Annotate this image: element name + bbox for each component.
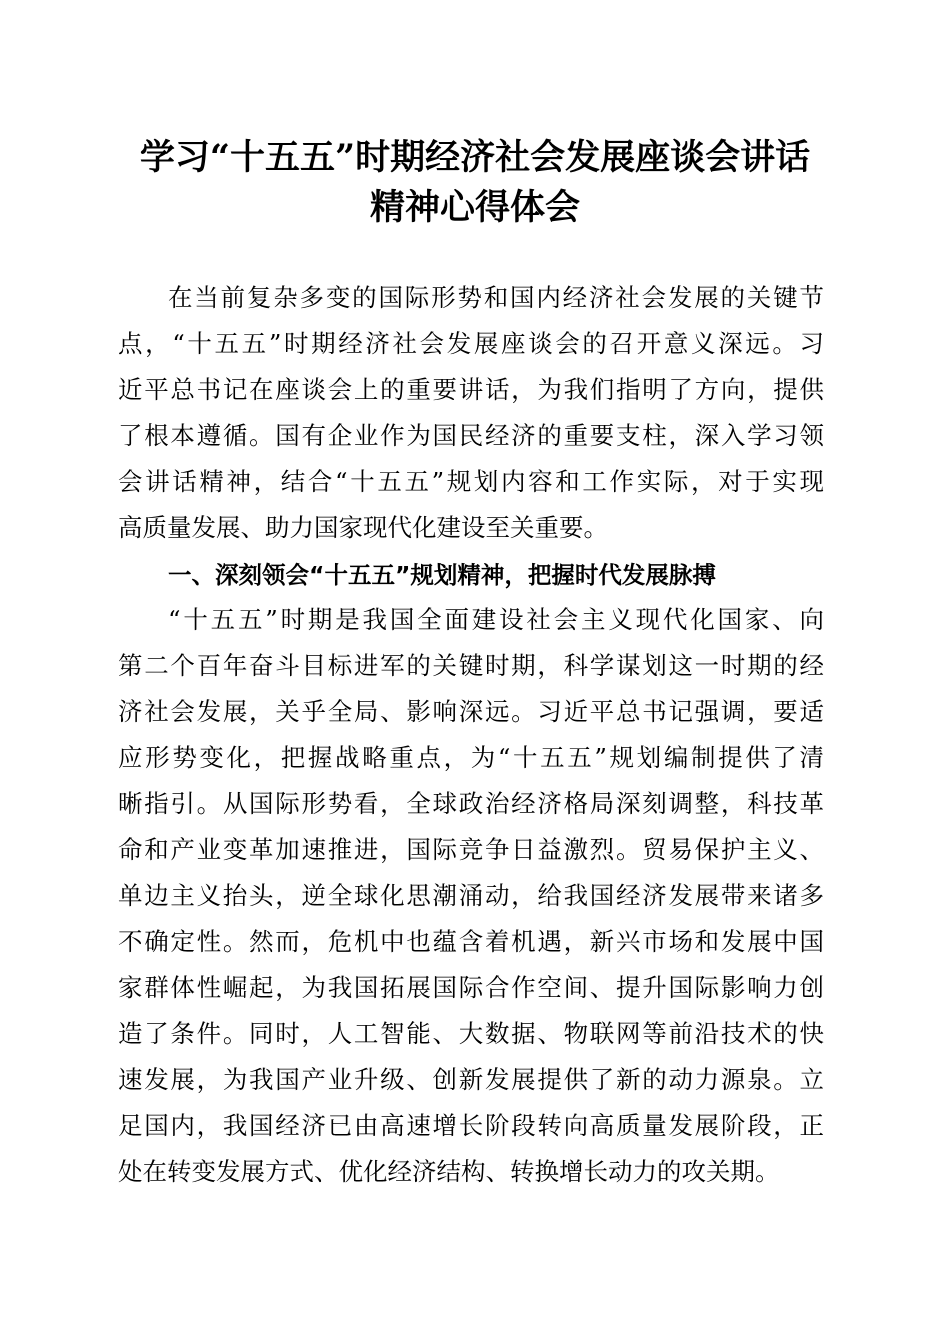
paragraph-2-line: 足国内，我国经济已由高速增长阶段转向高质量发展阶段，正 bbox=[118, 1111, 824, 1140]
paragraph-1-line: 高质量发展、助力国家现代化建设至关重要。 bbox=[118, 513, 608, 542]
paragraph-2-line: 单边主义抬头，逆全球化思潮涌动，给我国经济发展带来诸多 bbox=[118, 881, 824, 910]
paragraph-1-line: 了根本遵循。国有企业作为国民经济的重要支柱，深入学习领 bbox=[118, 421, 824, 450]
paragraph-2-line: 不确定性。然而，危机中也蕴含着机遇，新兴市场和发展中国 bbox=[118, 927, 824, 956]
paragraph-1-line: 在当前复杂多变的国际形势和国内经济社会发展的关键节 bbox=[168, 283, 824, 312]
paragraph-1-line: 近平总书记在座谈会上的重要讲话，为我们指明了方向，提供 bbox=[118, 375, 824, 404]
paragraph-2-line: 应形势变化，把握战略重点，为“十五五”规划编制提供了清 bbox=[118, 743, 824, 772]
paragraph-2-line: 造了条件。同时，人工智能、大数据、物联网等前沿技术的快 bbox=[118, 1019, 824, 1048]
paragraph-2-line: 处在转变发展方式、优化经济结构、转换增长动力的攻关期。 bbox=[118, 1157, 780, 1186]
paragraph-2-line: 晰指引。从国际形势看，全球政治经济格局深刻调整，科技革 bbox=[118, 789, 824, 818]
document-title-line-1: 学习“十五五”时期经济社会发展座谈会讲话 bbox=[139, 137, 811, 178]
paragraph-2-line: 命和产业变革加速推进，国际竞争日益激烈。贸易保护主义、 bbox=[118, 835, 824, 864]
paragraph-2-line: 家群体性崛起，为我国拓展国际合作空间、提升国际影响力创 bbox=[118, 973, 824, 1002]
paragraph-1-line: 点，“十五五”时期经济社会发展座谈会的召开意义深远。习 bbox=[118, 329, 824, 358]
paragraph-2-line: 济社会发展，关乎全局、影响深远。习近平总书记强调，要适 bbox=[118, 697, 824, 726]
document-title-line-2: 精神心得体会 bbox=[369, 187, 580, 228]
section-1-heading: 一、深刻领会“十五五”规划精神，把握时代发展脉搏 bbox=[168, 561, 716, 589]
paragraph-2-line: “十五五”时期是我国全面建设社会主义现代化国家、向 bbox=[168, 605, 824, 634]
paragraph-1-line: 会讲话精神，结合“十五五”规划内容和工作实际，对于实现 bbox=[118, 467, 824, 496]
paragraph-2-line: 速发展，为我国产业升级、创新发展提供了新的动力源泉。立 bbox=[118, 1065, 824, 1094]
paragraph-2-line: 第二个百年奋斗目标进军的关键时期，科学谋划这一时期的经 bbox=[118, 651, 824, 680]
